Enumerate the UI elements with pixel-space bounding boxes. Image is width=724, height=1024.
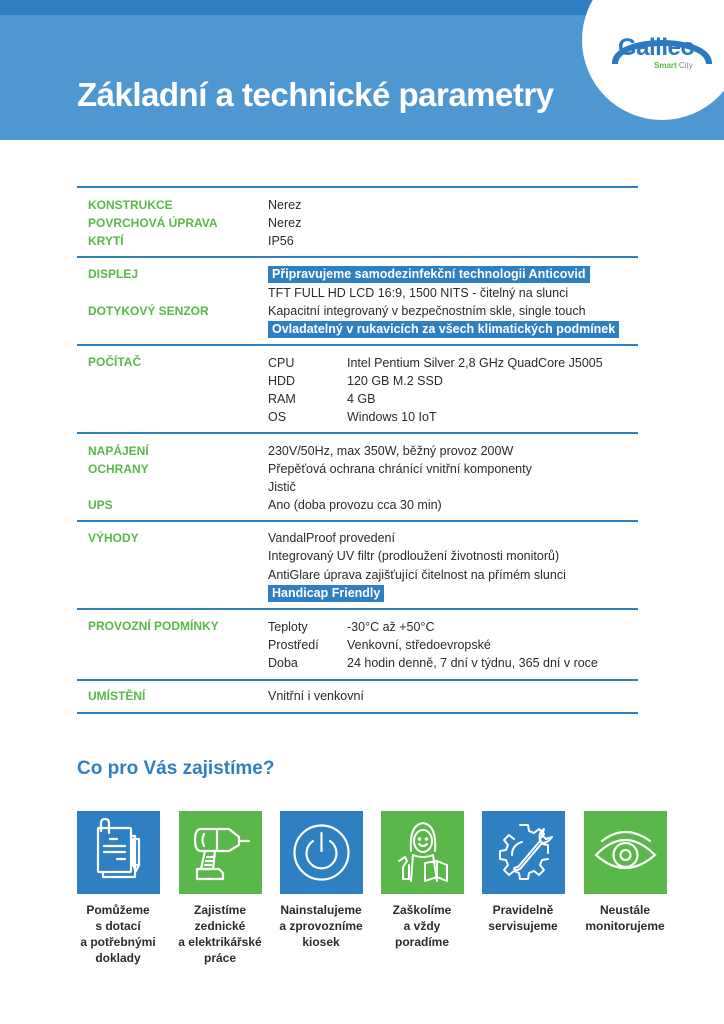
spec-key: Teploty (268, 620, 308, 634)
caption-line: Pomůžeme (86, 903, 150, 917)
caption-line: servisujeme (488, 919, 558, 933)
caption-line: kiosek (302, 935, 340, 949)
table-rule (77, 608, 638, 610)
galileo-logo (604, 22, 722, 78)
table-rule (77, 432, 638, 434)
spec-value: Kapacitní integrovaný v bezpečnostním skle, single touch (268, 304, 586, 318)
caption-line: a elektrikářské (178, 935, 262, 949)
power-icon (280, 811, 363, 894)
spec-label: DISPLEJ (88, 267, 139, 281)
drill-icon (179, 811, 262, 894)
spec-label: KRYTÍ (88, 234, 124, 248)
service-caption-monitoring (570, 902, 680, 934)
spec-key: CPU (268, 356, 295, 370)
spec-value: 4 GB (347, 392, 376, 406)
spec-value: Windows 10 IoT (347, 410, 437, 424)
caption-line: poradíme (394, 935, 449, 949)
spec-label: OCHRANY (88, 462, 149, 476)
logo-tagline-rest: City (678, 61, 693, 70)
table-rule (77, 520, 638, 522)
caption-line: Nainstalujeme (280, 903, 362, 917)
spec-label: DOTYKOVÝ SENZOR (88, 304, 209, 318)
service-caption-training (367, 902, 477, 950)
spec-value: -30°C až +50°C (347, 620, 435, 634)
spec-value: Vnitřní i venkovní (268, 689, 364, 703)
caption-line: doklady (95, 951, 141, 965)
caption-line: a potřebnými (80, 935, 156, 949)
service-tile-training (381, 811, 464, 894)
logo-tagline-bold: Smart (654, 61, 677, 70)
spec-label: NAPÁJENÍ (88, 444, 149, 458)
logo-tagline (654, 61, 693, 70)
advantage-item: Integrovaný UV filtr (prodloužení životnosti monitorů) (268, 549, 560, 563)
service-tile-documents (77, 811, 160, 894)
caption-line: Neustále (599, 903, 651, 917)
logo-wordmark: Galileo (618, 34, 695, 61)
table-rule (77, 344, 638, 346)
service-caption-documents (63, 902, 173, 966)
highlight-badge: Handicap Friendly (268, 585, 384, 602)
caption-line: monitorujeme (585, 919, 665, 933)
service-tile-monitoring (584, 811, 667, 894)
spec-label: VÝHODY (88, 531, 139, 545)
spec-label: UPS (88, 498, 113, 512)
spec-label: UMÍSTĚNÍ (88, 689, 146, 703)
spec-value: Jistič (268, 480, 296, 494)
page-title: Základní a technické parametry (77, 76, 554, 113)
service-tile-power (280, 811, 363, 894)
spec-value: Nerez (268, 216, 302, 230)
caption-line: Pravidelně (492, 903, 554, 917)
caption-line: Zaškolíme (392, 903, 452, 917)
spec-label: POVRCHOVÁ ÚPRAVA (88, 216, 218, 230)
spec-value: Nerez (268, 198, 302, 212)
spec-key: Doba (268, 656, 298, 670)
service-tile-service (482, 811, 565, 894)
advantage-item: AntiGlare úprava zajišťující čitelnost na přímém slunci (268, 568, 566, 582)
documents-icon (77, 811, 160, 894)
spec-value: 24 hodin denně, 7 dní v týdnu, 365 dní v roce (347, 656, 598, 670)
gear-wrench-icon (482, 811, 565, 894)
spec-value: TFT FULL HD LCD 16:9, 1500 NITS - čitelný na slunci (268, 286, 569, 300)
spec-value: Venkovní, středoevropské (347, 638, 491, 652)
spec-value: Intel Pentium Silver 2,8 GHz QuadCore J5005 (347, 356, 603, 370)
highlight-badge: Připravujeme samodezinfekční technologii Anticovid (268, 266, 590, 283)
services-title: Co pro Vás zajistíme? (77, 758, 275, 779)
spec-label: POČÍTAČ (88, 355, 142, 369)
spec-value: Přepěťová ochrana chránící vnitřní komponenty (268, 462, 532, 476)
table-rule (77, 679, 638, 681)
spec-key: Prostředí (268, 638, 319, 652)
spec-label: PROVOZNÍ PODMÍNKY (88, 619, 219, 633)
service-caption-service (468, 902, 578, 934)
spec-label: KONSTRUKCE (88, 198, 173, 212)
caption-line: zednické (194, 919, 246, 933)
table-rule (77, 712, 638, 714)
spec-value: IP56 (268, 234, 294, 248)
service-tile-drill (179, 811, 262, 894)
spec-value: Ano (doba provozu cca 30 min) (268, 498, 442, 512)
service-caption-power (266, 902, 376, 950)
table-rule (77, 186, 638, 188)
advantage-item: VandalProof provedení (268, 531, 395, 545)
caption-line: a vždy (403, 919, 441, 933)
caption-line: a zprovozníme (279, 919, 363, 933)
service-caption-drill (165, 902, 275, 966)
caption-line: práce (203, 951, 237, 965)
spec-value: 120 GB M.2 SSD (347, 374, 443, 388)
spec-key: OS (268, 410, 287, 424)
caption-line: s dotací (95, 919, 141, 933)
spec-key: RAM (268, 392, 296, 406)
table-rule (77, 256, 638, 258)
teacher-icon (381, 811, 464, 894)
spec-value: 230V/50Hz, max 350W, běžný provoz 200W (268, 444, 514, 458)
caption-line: Zajistíme (193, 903, 247, 917)
eye-icon (584, 811, 667, 894)
spec-key: HDD (268, 374, 296, 388)
highlight-badge: Ovladatelný v rukavicích za všech klimatických podmínek (268, 321, 619, 338)
